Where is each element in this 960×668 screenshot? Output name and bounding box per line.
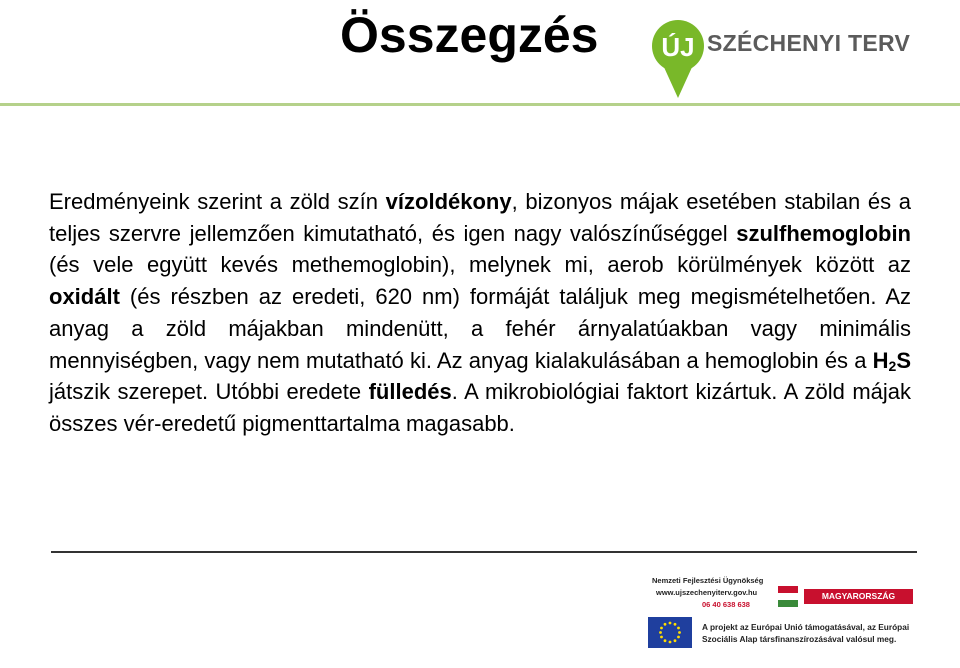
footer-divider	[51, 551, 917, 553]
text-segment: , bizonyos májak esetében stabilan és a teljes szervre jellemzően kimutatható, és igen nagy valószínűséggel	[49, 189, 911, 246]
szechenyi-terv-logo	[645, 12, 935, 90]
text-segment: Eredményeink szerint a zöld szín	[49, 189, 386, 214]
location-pin-icon	[651, 20, 707, 100]
keyword-oxidalt: oxidált	[49, 284, 120, 310]
keyword-szulfhemoglobin: szulfhemoglobin	[736, 220, 911, 246]
formula-h2s: $H_2S$	[872, 347, 911, 374]
agency-phone: 06 40 638 638	[702, 600, 750, 609]
page-title: Összegzés	[340, 7, 599, 63]
eu-support-line-2: Szociális Alap társfinanszírozásával valósul meg.	[702, 634, 897, 644]
agency-website: www.ujszechenyiterv.gov.hu	[656, 588, 758, 597]
footer-logos	[628, 568, 932, 664]
keyword-fulledes: fülledés	[368, 379, 452, 405]
agency-name: Nemzeti Fejlesztési Ügynökség	[652, 576, 764, 585]
text-segment: játszik szerepet. Utóbbi eredete	[49, 379, 369, 405]
magyarorszag-megujul-banner: MAGYARORSZÁG MEGÚJUL	[804, 589, 913, 604]
text-segment: . A mikrobiológiai faktort kizártuk. A zöld májak összes vér-eredetű pigmenttartalma magasabb.	[49, 379, 912, 436]
logo-name: SZÉCHENYI TERV	[707, 30, 911, 56]
text-segment: (és részben az eredeti, 620 nm) formáját találjuk meg megismételhetően. Az anyag a zöld májakban mindenütt, a fehér árnyalatúakban vagy minimális mennyiségben, vagy nem mutatható ki. Az anyag kialakulásában a hemoglobin és a	[49, 284, 911, 373]
logo-badge-text: ÚJ	[661, 32, 695, 62]
hungarian-flag-icon	[778, 586, 798, 607]
header-divider	[0, 103, 960, 106]
keyword-vizoldekony: vízoldékony	[385, 189, 512, 214]
summary-paragraph	[49, 186, 911, 440]
eu-support-line-1: A projekt az Európai Unió támogatásával, az Európai	[702, 622, 910, 632]
eu-flag-icon	[648, 617, 692, 648]
text-segment: (és vele együtt kevés methemoglobin), melynek mi, aerob körülmények között az	[49, 252, 911, 278]
